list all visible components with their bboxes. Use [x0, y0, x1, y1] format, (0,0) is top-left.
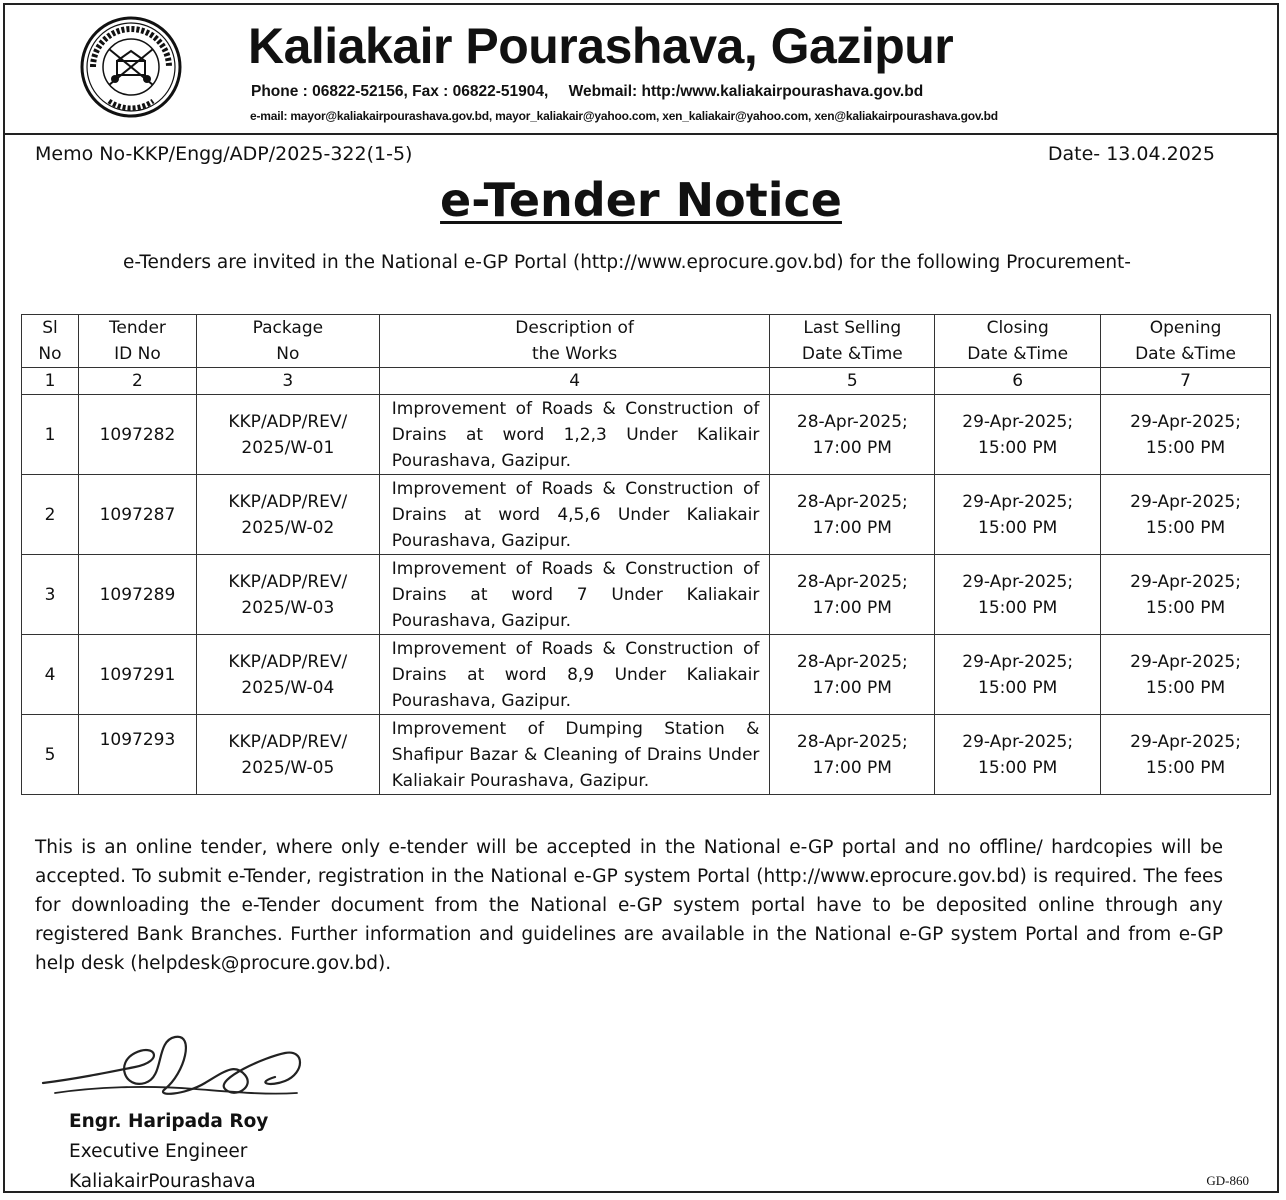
closing-datetime — [935, 475, 1101, 555]
tender-id: 1097282 — [78, 395, 196, 475]
package-number — [196, 555, 379, 635]
signatory-block — [69, 1107, 268, 1197]
last-selling-datetime — [770, 555, 935, 635]
pourashava-seal-icon — [79, 15, 183, 119]
closing-datetime-line: 15:00 PM — [978, 597, 1058, 618]
serial-number: 5 — [22, 715, 79, 795]
opening-datetime-line: 15:00 PM — [1145, 517, 1226, 538]
tender-id: 1097289 — [78, 555, 196, 635]
package-number-line: 2025/W-04 — [241, 677, 335, 698]
column-number: 3 — [196, 368, 379, 395]
closing-datetime-line: 29-Apr-2025; — [962, 651, 1074, 672]
last-selling-datetime-line: 28-Apr-2025; — [796, 571, 908, 592]
tender-table — [21, 314, 1271, 795]
column-header-line: Tender — [108, 318, 166, 338]
closing-datetime-line: 15:00 PM — [978, 437, 1058, 458]
closing-datetime — [935, 395, 1101, 475]
column-header-line: No — [38, 344, 62, 364]
opening-datetime-line: 29-Apr-2025; — [1130, 731, 1241, 752]
column-number: 4 — [379, 368, 770, 395]
closing-datetime-line: 29-Apr-2025; — [962, 571, 1074, 592]
closing-datetime-line: 15:00 PM — [978, 677, 1058, 698]
package-number-line: 2025/W-05 — [241, 757, 335, 778]
table-row — [22, 555, 1271, 635]
opening-datetime-line: 15:00 PM — [1145, 437, 1226, 458]
signature-icon — [35, 1023, 315, 1113]
last-selling-datetime-line: 28-Apr-2025; — [796, 411, 908, 432]
work-description: Improvement of Dumping Station & Shafipur Bazar & Cleaning of Drains Under Kaliakair Pourashava, Gazipur. — [379, 715, 770, 795]
package-number-line: KKP/ADP/REV/ — [228, 571, 348, 592]
column-header-line: Date &Time — [967, 344, 1069, 364]
opening-datetime-line: 29-Apr-2025; — [1130, 651, 1241, 672]
package-number-line: 2025/W-01 — [241, 437, 335, 458]
last-selling-datetime — [770, 715, 935, 795]
closing-datetime-line: 15:00 PM — [978, 757, 1058, 778]
column-number: 6 — [935, 368, 1101, 395]
package-number — [196, 475, 379, 555]
column-header-line: ID No — [114, 344, 161, 364]
table-row — [22, 395, 1271, 475]
work-description: Improvement of Roads & Construction of Drains at word 4,5,6 Under Kaliakair Pourashava, Gazipur. — [379, 475, 770, 555]
last-selling-datetime-line: 17:00 PM — [812, 517, 892, 538]
signatory-designation: Executive Engineer — [69, 1141, 248, 1162]
work-description: Improvement of Roads & Construction of Drains at word 8,9 Under Kaliakair Pourashava, Gazipur. — [379, 635, 770, 715]
table-row — [22, 715, 1271, 795]
opening-datetime — [1101, 715, 1271, 795]
last-selling-datetime-line: 28-Apr-2025; — [796, 651, 908, 672]
opening-datetime-line: 29-Apr-2025; — [1130, 491, 1241, 512]
column-header-line: Date &Time — [1135, 344, 1236, 364]
tender-id: 1097291 — [78, 635, 196, 715]
webmail-link[interactable]: Webmail: http:/www.kaliakairpourashava.gov.bd — [568, 83, 924, 100]
table-header-row — [22, 315, 1271, 368]
tender-id: 1097287 — [78, 475, 196, 555]
contact-line — [251, 83, 923, 101]
closing-datetime-line: 29-Apr-2025; — [962, 491, 1074, 512]
closing-datetime-line: 29-Apr-2025; — [962, 411, 1074, 432]
column-header — [935, 315, 1101, 368]
last-selling-datetime-line: 17:00 PM — [812, 437, 892, 458]
opening-datetime — [1101, 635, 1271, 715]
last-selling-datetime-line: 17:00 PM — [812, 757, 892, 778]
column-number-row — [22, 368, 1271, 395]
column-header — [1101, 315, 1271, 368]
column-header — [770, 315, 935, 368]
closing-datetime-line: 15:00 PM — [978, 517, 1058, 538]
signatory-office: KaliakairPourashava — [69, 1171, 256, 1192]
opening-datetime — [1101, 555, 1271, 635]
column-header — [379, 315, 770, 368]
package-number-line: KKP/ADP/REV/ — [228, 491, 348, 512]
table-row — [22, 475, 1271, 555]
column-header-line: Package — [252, 318, 324, 338]
last-selling-datetime-line: 28-Apr-2025; — [796, 731, 908, 752]
closing-datetime — [935, 555, 1101, 635]
last-selling-datetime — [770, 635, 935, 715]
table-body — [22, 395, 1271, 795]
column-number: 7 — [1101, 368, 1271, 395]
package-number — [196, 715, 379, 795]
package-number — [196, 395, 379, 475]
column-header-line: No — [276, 344, 300, 364]
opening-datetime-line: 15:00 PM — [1145, 677, 1226, 698]
opening-datetime-line: 15:00 PM — [1145, 757, 1226, 778]
column-header — [196, 315, 379, 368]
column-header-line: Closing — [986, 318, 1049, 338]
opening-datetime-line: 29-Apr-2025; — [1130, 411, 1241, 432]
serial-number: 2 — [22, 475, 79, 555]
package-number-line: 2025/W-02 — [241, 517, 335, 538]
reference-code: GD-860 — [1206, 1173, 1249, 1188]
memo-number: Memo No-KKP/Engg/ADP/2025-322(1-5) — [35, 143, 413, 165]
package-number-line: KKP/ADP/REV/ — [228, 411, 348, 432]
page-title: e-Tender Notice — [440, 173, 842, 227]
opening-datetime-line: 29-Apr-2025; — [1130, 571, 1241, 592]
closing-datetime — [935, 715, 1101, 795]
column-header-line: the Works — [531, 344, 618, 364]
closing-datetime — [935, 635, 1101, 715]
opening-datetime — [1101, 475, 1271, 555]
last-selling-datetime-line: 28-Apr-2025; — [796, 491, 908, 512]
intro-text: e-Tenders are invited in the National e-GP Portal (http://www.eprocure.gov.bd) for the following Procurement- — [123, 252, 1131, 273]
last-selling-datetime — [770, 475, 935, 555]
package-number-line: KKP/ADP/REV/ — [228, 731, 348, 752]
work-description: Improvement of Roads & Construction of Drains at word 7 Under Kaliakair Pourashava, Gazipur. — [379, 555, 770, 635]
work-description: Improvement of Roads & Construction of Drains at word 1,2,3 Under Kalikair Pourashava, Gazipur. — [379, 395, 770, 475]
column-number: 5 — [770, 368, 935, 395]
column-header-line: Opening — [1149, 318, 1222, 338]
column-header-line: Date &Time — [801, 344, 903, 364]
signatory-name: Engr. Haripada Roy — [69, 1111, 269, 1132]
column-header-line: Sl — [42, 318, 58, 338]
package-number — [196, 635, 379, 715]
memo-date: Date- 13.04.2025 — [1047, 143, 1215, 165]
opening-datetime-line: 15:00 PM — [1145, 597, 1226, 618]
serial-number: 4 — [22, 635, 79, 715]
last-selling-datetime — [770, 395, 935, 475]
tender-id: 1097293 — [78, 715, 196, 795]
phone-fax: Phone : 06822-52156, Fax : 06822-51904, — [251, 83, 549, 100]
column-header — [78, 315, 196, 368]
instructions-paragraph: This is an online tender, where only e-tender will be accepted in the National e-GP portal and no offline/ hardcopies will be accepted. To submit e-Tender, registration in the National e-GP system Portal (http://www.eprocure.gov.bd) is required. The fees for downloading the e-Tender document from the National e-GP system portal have to be deposited online through any registered Bank Branches. Further information and guidelines are available in the National e-GP system Portal and from e-GP help desk (helpdesk@procure.gov.bd). — [35, 837, 1223, 974]
opening-datetime — [1101, 395, 1271, 475]
last-selling-datetime-line: 17:00 PM — [812, 677, 892, 698]
column-number: 1 — [22, 368, 79, 395]
column-header-line: Description of — [515, 318, 634, 338]
serial-number: 3 — [22, 555, 79, 635]
table-row — [22, 635, 1271, 715]
letterhead — [5, 5, 1277, 135]
email-list[interactable]: e-mail: mayor@kaliakairpourashava.gov.bd, mayor_kaliakair@yahoo.com, xen_kaliakair@yahoo.com, xen@kaliakairpourashava.gov.bd — [250, 109, 998, 123]
closing-datetime-line: 29-Apr-2025; — [962, 731, 1074, 752]
column-number: 2 — [78, 368, 196, 395]
column-header — [22, 315, 79, 368]
package-number-line: KKP/ADP/REV/ — [228, 651, 348, 672]
notice-page — [3, 3, 1279, 1193]
column-header-line: Last Selling — [803, 318, 902, 338]
last-selling-datetime-line: 17:00 PM — [812, 597, 892, 618]
serial-number: 1 — [22, 395, 79, 475]
package-number-line: 2025/W-03 — [241, 597, 335, 618]
org-title: Kaliakair Pourashava, Gazipur — [248, 18, 954, 74]
